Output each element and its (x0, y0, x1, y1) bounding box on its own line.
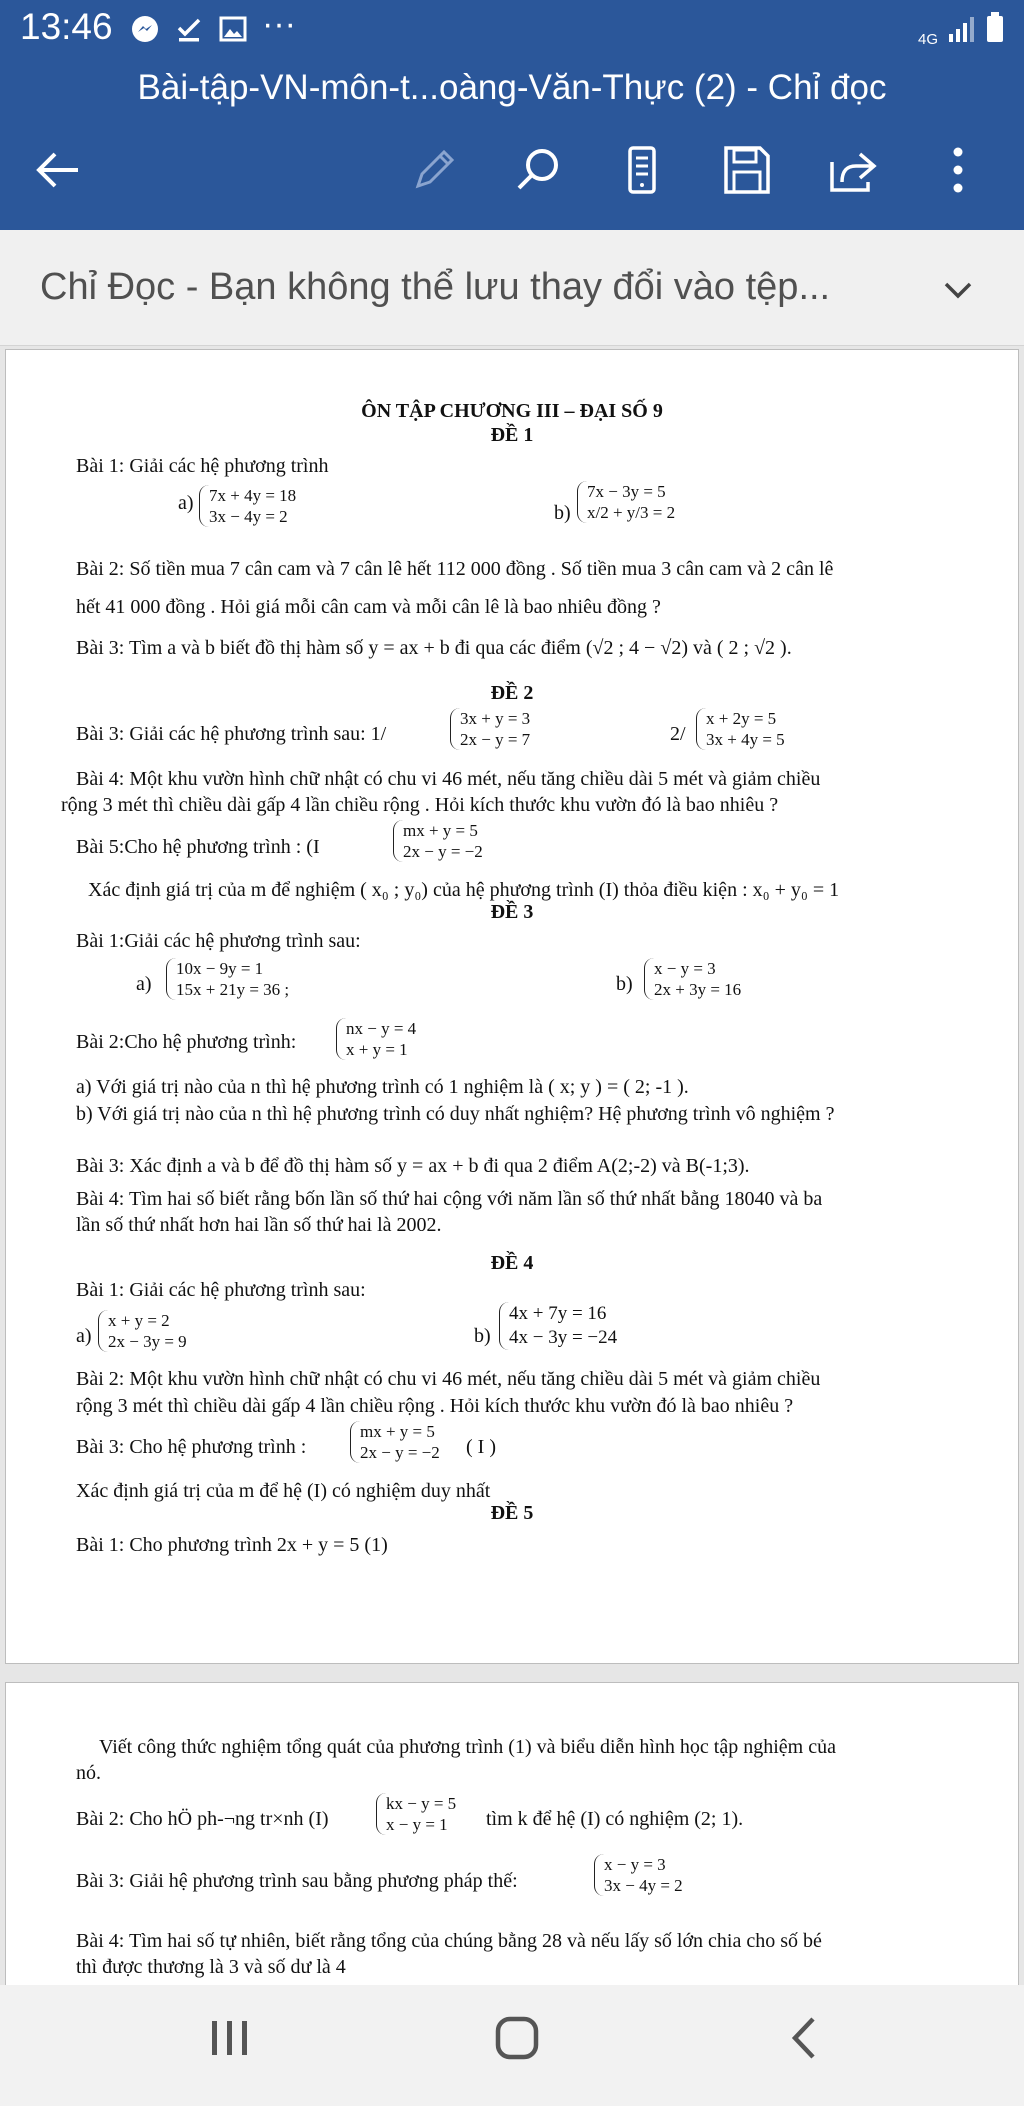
status-time: 13:46 (20, 6, 113, 47)
messenger-icon (130, 14, 160, 44)
section-title: ĐỀ 3 (490, 901, 534, 923)
search-icon[interactable] (508, 140, 568, 200)
exercise-text: a) Với giá trị nào của n thì hệ phương trình có 1 nghiệm là ( x; y ) = ( 2; -1 ). (76, 1076, 689, 1098)
equation-system: 7x + 4y = 18 3x − 4y = 2 (199, 485, 296, 527)
equation-system: 3x + y = 3 2x − y = 7 (450, 708, 530, 750)
equation-system: x − y = 3 2x + 3y = 16 (644, 958, 741, 1000)
chevron-down-icon[interactable] (940, 272, 976, 313)
exercise-text: Bài 4: Tìm hai số tự nhiên, biết rằng tổng của chúng bằng 28 và nếu lấy số lớn chia cho số bé (76, 1930, 822, 1952)
read-only-message: Chỉ Đọc - Bạn không thể lưu thay đổi vào tệp... (40, 266, 831, 308)
save-icon[interactable] (716, 140, 776, 200)
exercise-text: rộng 3 mét thì chiều dài gấp 4 lần chiều rộng . Hỏi kích thước khu vườn đó là bao nhiêu ? (76, 1395, 794, 1417)
exercise-label: b) (554, 502, 571, 524)
exercise-text: Bài 3: Tìm a và b biết đồ thị hàm số y = ax + b đi qua các điểm (√2 ; 4 − √2) và ( 2 ; √2 ). (76, 637, 792, 659)
doc-heading: ÔN TẬP CHƯƠNG III – ĐẠI SỐ 9 (361, 400, 663, 422)
battery-icon (986, 12, 1004, 47)
exercise-text: Bài 5:Cho hệ phương trình : (I (76, 836, 320, 858)
equation-system: x + y = 2 2x − 3y = 9 (98, 1310, 187, 1352)
reading-view-icon[interactable] (612, 140, 672, 200)
home-icon[interactable] (492, 2013, 542, 2068)
exercise-text: Bài 3: Xác định a và b để đồ thị hàm số y = ax + b đi qua 2 điểm A(2;-2) và B(-1;3). (76, 1155, 750, 1177)
exercise-label: a) (178, 492, 194, 514)
exercise-text: Bài 1: Giải các hệ phương trình sau: (76, 1279, 366, 1301)
exercise-text: thì được thương là 3 và số dư là 4 (76, 1956, 346, 1978)
document-page-2 (5, 1682, 1019, 1986)
section-title: ĐỀ 1 (490, 424, 534, 446)
exercise-text: Bài 1: Giải các hệ phương trình (76, 455, 329, 477)
equation-system: 4x + 7y = 16 4x − 3y = −24 (499, 1302, 617, 1350)
signal-icon (948, 16, 976, 47)
more-options-icon[interactable] (928, 140, 988, 200)
exercise-text: Bài 2: Số tiền mua 7 cân cam và 7 cân lê hết 112 000 đồng . Số tiền mua 3 cân cam và 2 cân lê (76, 558, 834, 580)
download-done-icon (174, 14, 204, 44)
section-title: ĐỀ 5 (490, 1502, 534, 1524)
back-arrow-icon[interactable] (28, 140, 88, 200)
exercise-text: tìm k để hệ (I) có nghiệm (2; 1). (486, 1808, 744, 1830)
system-nav-bar (0, 1985, 1024, 2106)
exercise-text: Xác định giá trị của m để nghiệm ( x₀ ; y₀) của hệ phương trình (I) thỏa điều kiện : x₀ + y₀ = 1 (88, 879, 840, 901)
equation-system: 10x − 9y = 1 15x + 21y = 36 ; (166, 958, 289, 1000)
exercise-text: Xác định giá trị của m để hệ (I) có nghiệm duy nhất (76, 1480, 491, 1502)
image-icon (218, 14, 248, 44)
recent-apps-icon[interactable] (208, 2013, 252, 2068)
document-page-1 (5, 349, 1019, 1664)
status-bar (0, 0, 1024, 62)
exercise-label: 2/ (670, 723, 686, 745)
exercise-label: a) (76, 1325, 92, 1347)
exercise-label: a) (136, 973, 152, 995)
exercise-label: b) (474, 1325, 491, 1347)
read-only-banner[interactable] (0, 230, 1024, 346)
equation-system: x − y = 3 3x − 4y = 2 (594, 1854, 683, 1896)
section-title: ĐỀ 4 (490, 1252, 534, 1274)
exercise-text: Bài 3: Cho hệ phương trình : (76, 1436, 307, 1458)
equation-system: mx + y = 5 2x − y = −2 (350, 1421, 440, 1463)
app-header (0, 0, 1024, 230)
exercise-text: Bài 1: Cho phương trình 2x + y = 5 (1) (76, 1534, 388, 1556)
share-icon[interactable] (822, 140, 882, 200)
exercise-text: Bài 4: Tìm hai số biết rằng bốn lần số thứ hai cộng với năm lần số thứ nhất bằng 18040 và ba (76, 1188, 823, 1210)
document-title: Bài-tập-VN-môn-t...oàng-Văn-Thực (2) - Chỉ đọc (137, 68, 887, 107)
equation-system: 7x − 3y = 5 x/2 + y/3 = 2 (577, 481, 675, 523)
equation-system: nx − y = 4 x + y = 1 (336, 1018, 416, 1060)
more-notifications-icon: ··· (262, 5, 296, 43)
exercise-text: Bài 2:Cho hệ phương trình: (76, 1031, 297, 1053)
exercise-text: lần số thứ nhất hơn hai lần số thứ hai là 2002. (76, 1214, 442, 1236)
exercise-text: Bài 4: Một khu vườn hình chữ nhật có chu vi 46 mét, nếu tăng chiều dài 5 mét và giảm chiều (76, 768, 821, 790)
exercise-text: rộng 3 mét thì chiều dài gấp 4 lần chiều rộng . Hỏi kích thước khu vườn đó là bao nhiêu ? (61, 794, 779, 816)
network-type: 4G (917, 31, 938, 48)
edit-pencil-icon[interactable] (404, 140, 464, 200)
toolbar (0, 130, 1024, 210)
equation-tag: ( I ) (466, 1436, 496, 1458)
exercise-label: b) (616, 973, 633, 995)
section-title: ĐỀ 2 (490, 682, 534, 704)
exercise-text: nó. (76, 1762, 101, 1784)
exercise-text: Bài 3: Giải các hệ phương trình sau: 1/ (76, 723, 387, 745)
exercise-text: Bài 2: Cho hÖ ph-¬ng tr×nh (I) (76, 1808, 329, 1830)
equation-system: x + 2y = 5 3x + 4y = 5 (696, 708, 785, 750)
exercise-text: b) Với giá trị nào của n thì hệ phương trình có duy nhất nghiệm? Hệ phương trình vô nghiệm ? (76, 1103, 835, 1125)
exercise-text: Viết công thức nghiệm tổng quát của phương trình (1) và biểu diễn hình học tập nghiệm của (99, 1736, 836, 1758)
exercise-text: Bài 3: Giải hệ phương trình sau bằng phương pháp thế: (76, 1870, 518, 1892)
exercise-text: hết 41 000 đồng . Hỏi giá mỗi cân cam và mỗi cân lê là bao nhiêu đồng ? (76, 596, 661, 618)
exercise-text: Bài 2: Một khu vườn hình chữ nhật có chu vi 46 mét, nếu tăng chiều dài 5 mét và giảm chiều (76, 1368, 821, 1390)
back-icon[interactable] (785, 2013, 825, 2068)
equation-system: kx − y = 5 x − y = 1 (376, 1793, 456, 1835)
equation-system: mx + y = 5 2x − y = −2 (393, 820, 483, 862)
exercise-text: Bài 1:Giải các hệ phương trình sau: (76, 930, 361, 952)
